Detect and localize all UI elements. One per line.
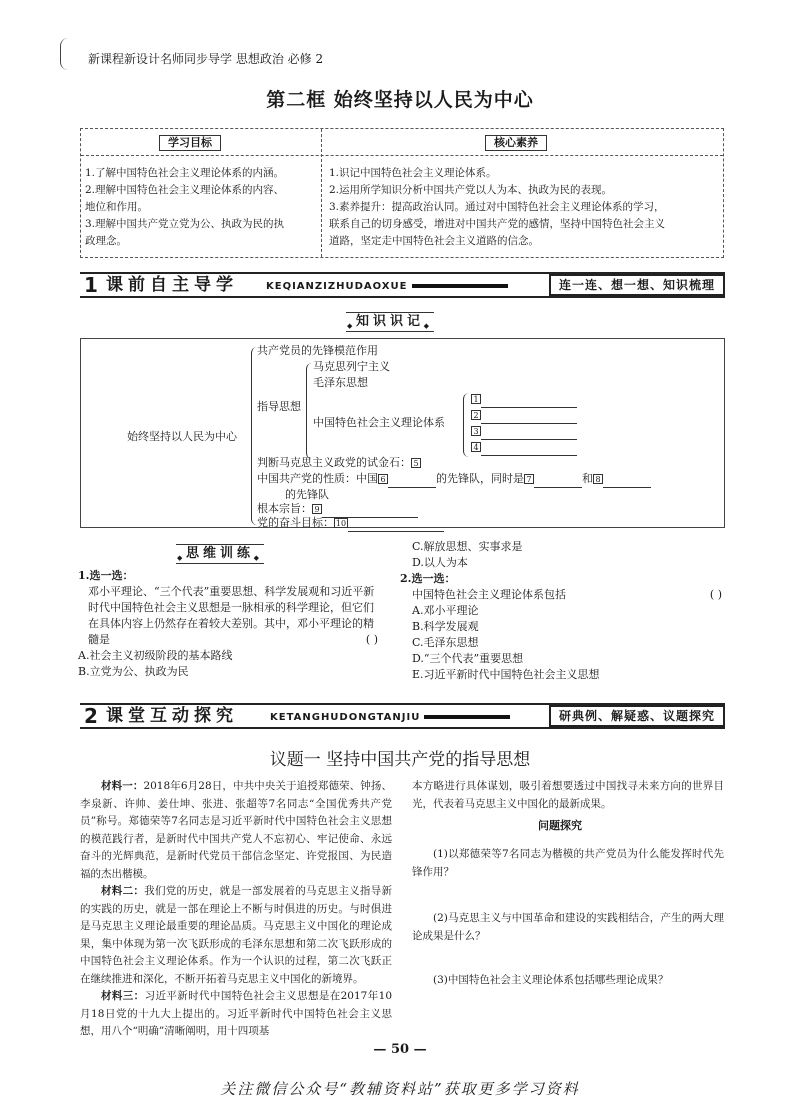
q2-option-b[interactable]: B.科学发展观 — [412, 620, 479, 633]
section-2-subtitle: 研典例、解疑惑、议题探究 — [549, 705, 725, 727]
q1-option-d[interactable]: D.以人为本 — [412, 556, 468, 569]
header-bracket — [60, 38, 68, 70]
page-title: 第二框 始终坚持以人民为中心 — [266, 89, 534, 111]
book-header: 新课程新设计名师同步导学 思想政治 必修 2 — [88, 52, 324, 66]
thinking-heading: ◆ 思维训练 ◆ — [176, 544, 264, 564]
q2-option-e[interactable]: E.习近平新时代中国特色社会主义思想 — [412, 668, 600, 681]
blank-2-number: 2 — [471, 410, 481, 420]
map-root: 始终坚持以人民为中心 — [127, 430, 237, 443]
core-literacy-list: 1.识记中国特色社会主义理论体系。 2.运用所学知识分析中国共产党以人为本、执政为民的表现。 3.素养提升：提高政治认同。通过对中国特色社会主义理论体系的学习， 联系自己的切身感受，增进对中国共产党的感情，坚持中国特色社会主义 道路，坚定走中国特色社会主义道路的信念。 — [329, 167, 665, 247]
material-3-cont: 本方略进行具体谋划，吸引着想要透过中国找寻未来方向的世界目光，代表着马克思主义中国化的最新成果。 — [412, 780, 724, 810]
probe-heading: 问题探究 — [538, 819, 582, 832]
blank-5-number: 5 — [411, 458, 421, 468]
core-literacy-tag: 核心素养 — [485, 135, 547, 151]
question-1-cont-2: C.解放思想、实事求是 D.以人为本 2.选一选： 中国特色社会主义理论体系包括 ( ) A.邓小平理论 B.科学发展观 C.毛泽东思想 D.“三个代表”重要思想 E.习近平新时代中国特色社会主义思想 — [400, 540, 722, 681]
question-1: 1.选一选： 邓小平理论、“三个代表”重要思想、科学发展观和习近平新时代中国特色社会主义思想是一脉相承的科学理论，但它们在具体内容上仍然存在着较大差别。其中，邓小平理论的精髓是 ( ) A.社会主义初级阶段的基本路线 B.立党为公、执政为民 — [78, 569, 378, 678]
map-cstheory: 中国特色社会主义理论体系 — [313, 416, 445, 429]
map-pioneer: 共产党员的先锋模范作用 — [257, 344, 378, 357]
q1-option-c[interactable]: C.解放思想、实事求是 — [412, 540, 523, 553]
section-1-bar — [80, 272, 725, 298]
blank-8[interactable] — [603, 476, 651, 488]
blank-4[interactable] — [481, 444, 577, 456]
section-2-title: 课堂互动探究 — [106, 706, 238, 726]
map-purpose: 根本宗旨： — [257, 502, 312, 515]
blank-6[interactable] — [388, 476, 436, 488]
section-1-number: 1 — [80, 274, 102, 296]
section-1-title: 课前自主导学 — [106, 275, 238, 295]
blank-1[interactable] — [481, 396, 577, 408]
knowledge-map: 始终坚持以人民为中心 共产党员的先锋模范作用 指导思想 马克思列宁主义 毛泽东思想 中国特色社会主义理论体系 1 2 3 4 判断马克思主义政党的试金石： 5 中国共产党的性质：中国 6 的先锋队，同时是 7 和 8 的先锋队 根本宗旨： 9 党的奋斗目标： 10 — [80, 338, 725, 528]
map-judge: 判断马克思主义政党的试金石： — [257, 456, 411, 469]
blank-3[interactable] — [481, 428, 577, 440]
q2-option-d[interactable]: D.“三个代表”重要思想 — [412, 652, 524, 665]
q1-option-a[interactable]: A.社会主义初级阶段的基本路线 — [78, 649, 233, 662]
map-nature: 中国共产党的性质：中国 — [257, 472, 378, 485]
q2-option-a[interactable]: A.邓小平理论 — [412, 604, 479, 617]
material-1: 2018年6月28日，中共中央关于追授郑德荣、钟扬、李泉新、许帅、姜仕坤、张进、张超等7名同志“全国优秀共产党员”称号。郑德荣等7名同志是习近平新时代中国特色社会主义思想的模范践行者，是新时代中国共产党人不忘初心、牢记使命、永远奋斗的光辉典范，是新时代党员干部信念坚定、许党报国、为民造福的杰出楷模。 — [80, 780, 392, 880]
blank-4-number: 4 — [471, 442, 481, 452]
page-number: — 50 — — [373, 1042, 427, 1057]
map-mzd: 毛泽东思想 — [313, 376, 368, 389]
blank-7[interactable] — [534, 476, 582, 488]
material-2: 我们党的历史，就是一部发展着的马克思主义指导新的实践的历史，就是一部在理论上不断与时俱进的历史。与时俱进是马克思主义理论最重要的理论品质。马克思主义中国化的理论成果，集中体现为第一次飞跃形成的毛泽东思想和第二次飞跃形成的中国特色社会主义理论体系。作为一个认识的过程，第二次飞跃正在继续推进和深化，不断开拓着马克思主义中国化的新境界。 — [80, 885, 393, 985]
knowledge-heading: ◆ 知识识记 ◆ — [346, 312, 434, 332]
section-2-number: 2 — [80, 705, 102, 727]
map-goal: 党的奋斗目标： — [257, 516, 334, 529]
objectives-box — [80, 128, 724, 258]
section-1-subtitle: 连一连、想一想、知识梳理 — [549, 274, 725, 296]
probe-question-1: (1)以郑德荣等7名同志为楷模的共产党员为什么能发挥时代先锋作用？ — [412, 848, 724, 878]
learning-goals-tag: 学习目标 — [159, 135, 221, 151]
topic-title: 议题一 坚持中国共产党的指导思想 — [269, 750, 531, 770]
blank-1-number: 1 — [471, 394, 481, 404]
footer-note: 关注微信公众号“教辅资料站”获取更多学习资料 — [220, 1080, 580, 1098]
materials-left: 材料一：2018年6月28日，中共中央关于追授郑德荣、钟扬、李泉新、许帅、姜仕坤、张进、张超等7名同志“全国优秀共产党员”称号。郑德荣等7名同志是习近平新时代中国特色社会主义思想的模范践行者，是新时代中国共产党人不忘初心、牢记使命、永远奋斗的光辉典范，是新时代党员干部信念坚定、许党报国、为民造福的杰出楷模。 材料二：我们党的历史，就是一部发展着的马克思主义指导新的实践的历史，就是一部在理论上不断与时俱进的历史。与时俱进是马克思主义理论最重要的理论品质。马克思主义中国化的理论成果，集中体现为第一次飞跃形成的毛泽东思想和第二次飞跃形成的中国特色社会主义理论体系。作为一个认识的过程，第二次飞跃正在继续推进和深化，不断开拓着马克思主义中国化的新境界。 材料三：习近平新时代中国特色社会主义思想是在2017年10月18日党的十九大上提出的。习近平新时代中国特色社会主义思想，用八个“明确”清晰阐明，用十四项基 — [80, 780, 393, 1037]
section-2-bar — [80, 703, 725, 729]
blank-2[interactable] — [481, 412, 577, 424]
learning-goals-list: 1.了解中国特色社会主义理论体系的内涵。 2.理解中国特色社会主义理论体系的内容、 地位和作用。 3.理解中国共产党立党为公、执政为民的执 政理念。 — [85, 167, 285, 247]
map-guiding: 指导思想 — [257, 400, 301, 413]
probe-question-2: (2)马克思主义与中国革命和建设的实践相结合，产生的两大理论成果是什么？ — [412, 912, 724, 942]
material-3: 习近平新时代中国特色社会主义思想是在2017年10月18日党的十九大上提出的。习近平新时代中国特色社会主义思想，用八个“明确”清晰阐明，用十四项基 — [80, 990, 392, 1037]
blank-10[interactable] — [348, 520, 444, 532]
q2-option-c[interactable]: C.毛泽东思想 — [412, 636, 479, 649]
q1-option-b[interactable]: B.立党为公、执政为民 — [78, 665, 189, 678]
blank-3-number: 3 — [471, 426, 481, 436]
map-mlz: 马克思列宁主义 — [313, 360, 390, 373]
section-2-pinyin: KETANGHUDONGTANJIU — [270, 712, 421, 723]
probe-question-3: (3)中国特色社会主义理论体系包括哪些理论成果？ — [433, 974, 669, 986]
section-1-pinyin: KEQIANZIZHUDAOXUE — [266, 281, 408, 292]
